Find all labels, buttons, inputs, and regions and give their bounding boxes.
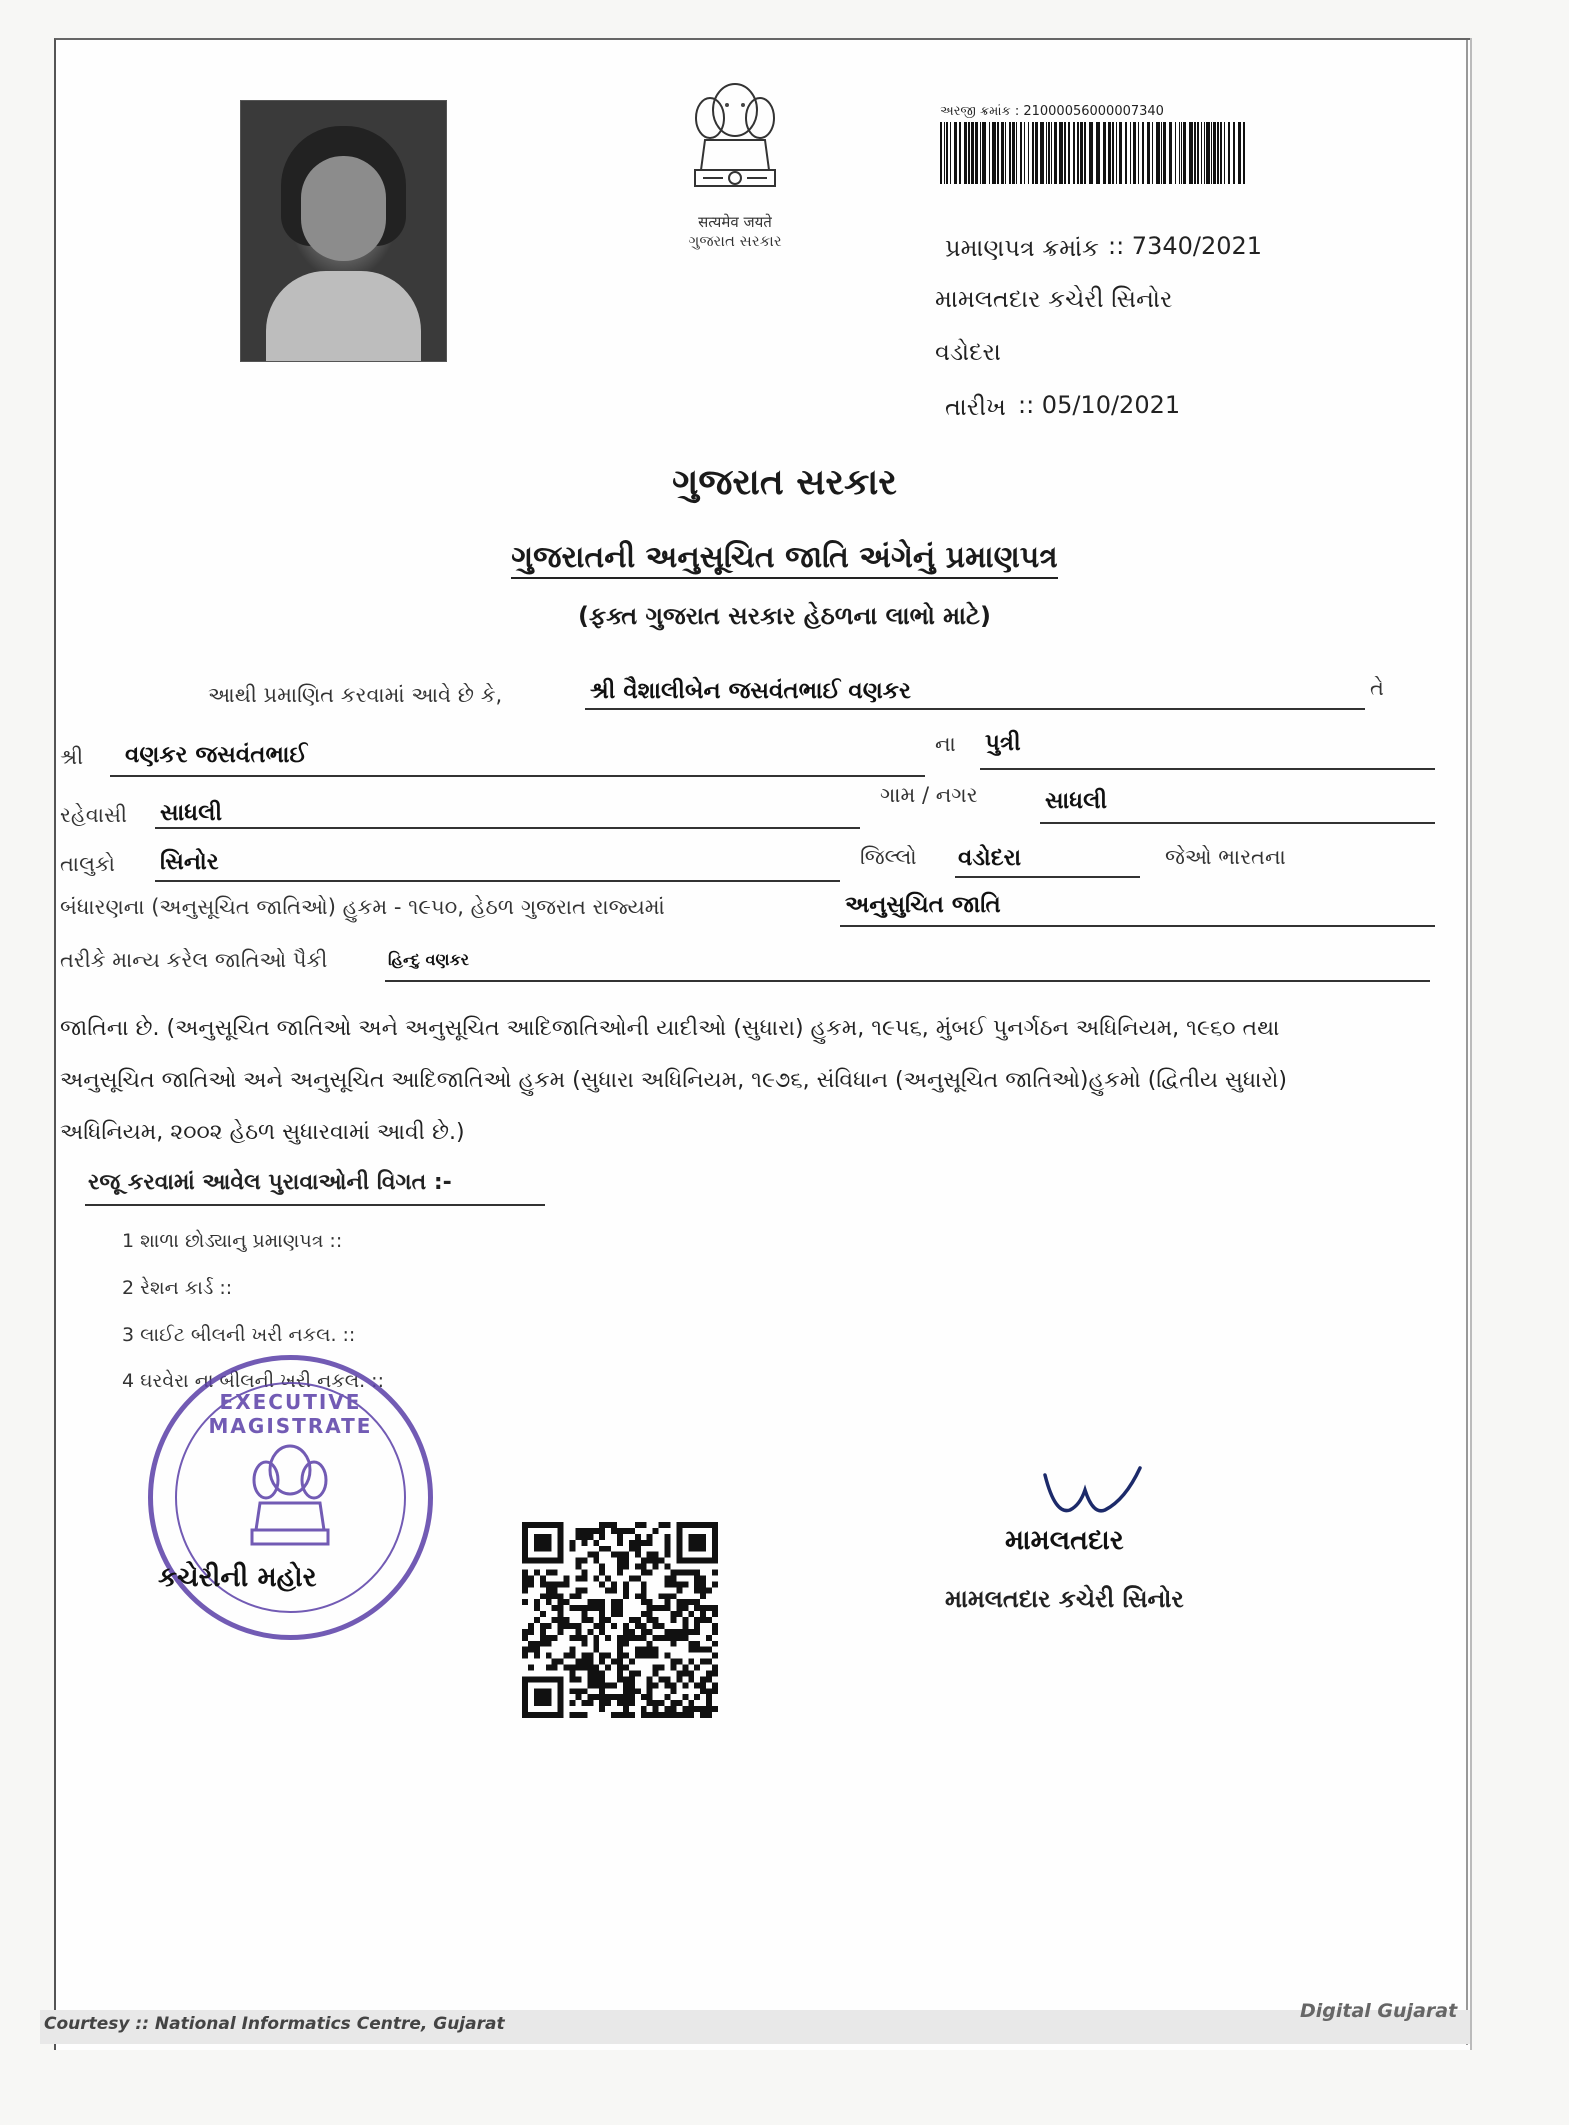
caste-rule [385,980,1430,982]
district-rule [955,876,1140,878]
relation-value: પુત્રી [985,730,1021,756]
emblem-caption: ગુજરાત સરકાર [688,232,782,250]
relation-rule [980,768,1435,770]
country-suffix: જેઓ ભારતના [1165,845,1286,869]
applicant-name: શ્રી વૈશાલીબેન જસવંતભાઈ વણકર [590,678,911,704]
certificate-number: :: 7340/2021 [1108,232,1263,260]
village-rule [1040,822,1435,824]
legal-text-line-2: અનુસૂચિત જાતિઓ અને અનુસૂચિત આદિજાતિઓ હુકમ (સુધારા અધિનિયમ, ૧૯૭૬, સંવિધાન (અનુસૂચિત જાતિઓ)હુકમો (દ્વિતીય સુધારો) [60,1068,1287,1093]
issuing-district: વડોદરા [935,338,1001,366]
village-label: ગામ / નગર [880,783,978,807]
father-name: વણકર જસવંતભાઈ [125,742,308,768]
taluka-rule [155,880,840,882]
evidence-heading-rule [85,1204,545,1206]
village-value: સાધલી [1045,788,1108,814]
constitution-text: બંધારણના (અનુસૂચિત જાતિઓ) હુકમ - ૧૯૫૦, હેઠળ ગુજરાત રાજ્યમાં [60,895,665,919]
photo-face [301,156,386,261]
date-label: તારીખ [945,393,1006,421]
signatory-office: મામલતદાર કચેરી સિનોર [945,1585,1184,1613]
taluka-label: તાલુકો [60,852,116,876]
office-seal [148,1355,433,1640]
caste-value: હિન્દુ વણકર [388,950,470,969]
footer-brand: Digital Gujarat [1300,2000,1458,2022]
national-emblem-icon [665,70,805,210]
qr-code [522,1522,718,1718]
evidence-heading: રજૂ કરવામાં આવેલ પુરાવાઓની વિગત :- [88,1170,452,1195]
sheet-edge [1466,40,1468,2045]
emblem-motto: सत्यमेव जयते [698,213,772,231]
footer-courtesy: Courtesy :: National Informatics Centre, Gujarat [44,2014,505,2034]
certificate-number-label: પ્રમાણપત્ર ક્રમાંક [945,234,1100,262]
seal-emblem-icon [238,1435,343,1565]
certificate-note: (ફક્ત ગુજરાત સરકાર હેઠળના લાભો માટે) [578,602,991,630]
application-number: અરજી ક્રમાંક : 21000056000007340 [940,104,1164,119]
certify-prefix: આથી પ્રમાણિત કરવામાં આવે છે કે, [208,683,503,707]
evidence-item-2: 2 રેશન કાર્ડ :: [122,1277,233,1299]
issuing-office: મામલતદાર કચેરી સિનોર [935,285,1173,313]
applicant-photo [240,100,447,362]
resident-label: રહેવાસી [60,803,128,827]
legal-text-line-3: અધિનિયમ, ૨૦૦૨ હેઠળ સુધારવામાં આવી છે.) [60,1120,465,1145]
category-rule [840,925,1435,927]
certificate-title-text: ગુજરાતની અનુસૂચિત જાતિ અંગેનું પ્રમાણપત્ર [511,540,1057,579]
father-rule [110,775,925,777]
seal-caption: કચેરીની મહોર [158,1562,317,1593]
relation-label: ના [935,732,956,756]
evidence-item-3: 3 લાઈટ બીલની ખરી નકલ. :: [122,1324,356,1346]
resident-value: સાધલી [160,800,223,826]
taluka-value: સિનોર [160,849,219,875]
recognized-text: તરીકે માન્ય કરેલ જાતિઓ પૈકી [60,948,328,972]
government-title: ગુજરાત સરકાર [672,462,897,503]
issue-date: :: 05/10/2021 [1018,391,1181,419]
category-value: અનુસુચિત જાતિ [845,892,1001,918]
photo-body [266,271,421,361]
seal-text: EXECUTIVE MAGISTRATE [208,1390,373,1438]
barcode [940,122,1250,184]
resident-rule [155,827,860,829]
evidence-item-1: 1 શાળા છોડ્યાનુ પ્રમાણપત્ર :: [122,1230,343,1252]
name-suffix: તે [1370,676,1384,700]
certificate-title [0,540,1569,575]
signatory-title: મામલતદાર [1005,1525,1124,1556]
district-label: જિલ્લો [860,845,917,869]
evidence-item-4: 4 ઘરવેરા ના બીલની ખરી નકલ. :: [122,1370,384,1392]
district-value: વડોદરા [958,845,1022,871]
signature-mark [1025,1460,1155,1530]
father-prefix: શ્રી [60,745,84,769]
legal-text-line-1: જાતિના છે. (અનુસૂચિત જાતિઓ અને અનુસૂચિત આદિજાતિઓની યાદીઓ (સુધારા) હુકમ, ૧૯૫૬, મુંબઈ પુનર્ગઠન અધિનિયમ, ૧૯૬૦ તથા [60,1016,1280,1041]
name-rule [585,708,1365,710]
